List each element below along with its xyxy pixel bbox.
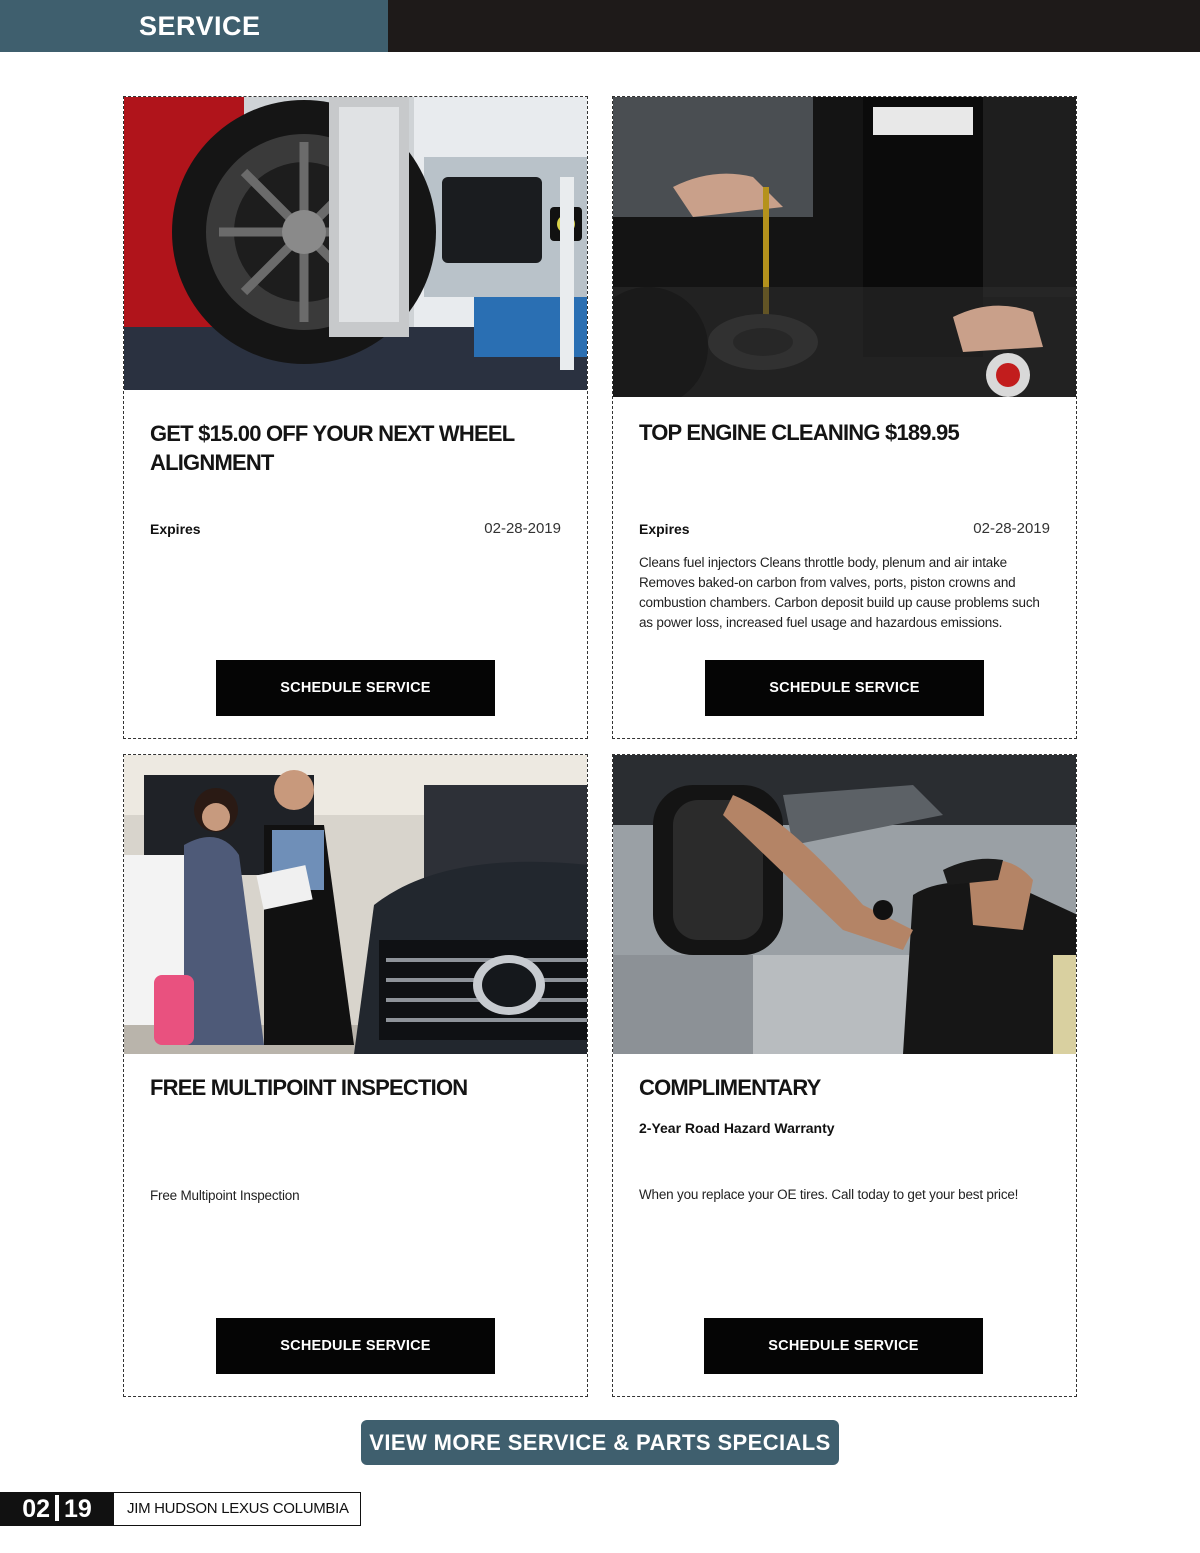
card-description: Cleans fuel injectors Cleans throttle body, plenum and air intake Removes baked-on carbon from valves, ports, piston crowns and combustion chambers. Carbon deposit build up cause problems such as power loss, increased fuel usage and hazardous emissions. [639, 555, 1040, 630]
dealer-name: JIM HUDSON LEXUS COLUMBIA [114, 1492, 361, 1526]
schedule-service-button[interactable]: SCHEDULE SERVICE [705, 660, 984, 716]
engine-cleaning-photo [613, 97, 1076, 397]
expires-date: 02-28-2019 [973, 520, 1050, 537]
issue-date-badge [0, 1492, 114, 1526]
multipoint-inspection-photo [124, 755, 587, 1054]
card-title: COMPLIMENTARY [639, 1075, 821, 1100]
card-title: TOP ENGINE CLEANING $189.95 [639, 420, 959, 445]
expires-label: Expires [150, 521, 201, 537]
coupon-card-wheel-alignment [123, 96, 588, 739]
card-title: GET $15.00 OFF YOUR NEXT WHEEL ALIGNMENT [150, 421, 514, 475]
tire-inspection-photo [613, 755, 1076, 1054]
view-more-specials-button[interactable]: VIEW MORE SERVICE & PARTS SPECIALS [361, 1420, 839, 1465]
card-subtitle: 2-Year Road Hazard Warranty [639, 1120, 835, 1136]
coupon-card-multipoint-inspection [123, 754, 588, 1397]
date-divider [55, 1495, 59, 1521]
coupon-card-engine-cleaning [612, 96, 1077, 739]
card-description: When you replace your OE tires. Call today to get your best price! [639, 1187, 1019, 1202]
wheel-alignment-photo [124, 97, 587, 390]
schedule-service-button[interactable]: SCHEDULE SERVICE [704, 1318, 983, 1374]
card-description: Free Multipoint Inspection [150, 1188, 300, 1203]
expires-date: 02-28-2019 [484, 520, 561, 537]
schedule-service-button[interactable]: SCHEDULE SERVICE [216, 1318, 495, 1374]
section-label: SERVICE [139, 11, 261, 41]
coupon-card-road-hazard-warranty [612, 754, 1077, 1397]
section-tab [0, 0, 388, 52]
expires-label: Expires [639, 521, 690, 537]
card-title: FREE MULTIPOINT INSPECTION [150, 1075, 468, 1100]
issue-year: 19 [64, 1495, 92, 1523]
issue-month: 02 [22, 1495, 50, 1523]
schedule-service-button[interactable]: SCHEDULE SERVICE [216, 660, 495, 716]
